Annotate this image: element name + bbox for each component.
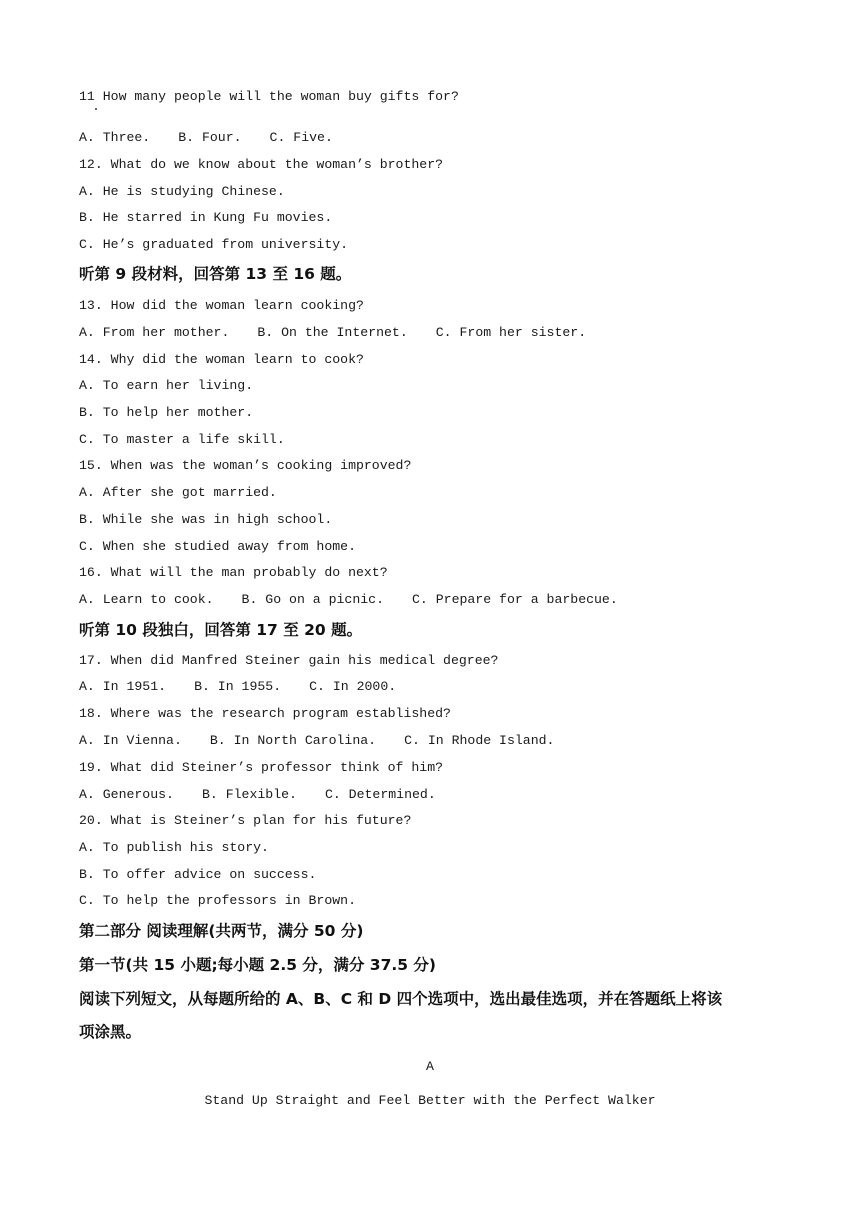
- option: A. In Vienna.: [79, 733, 182, 748]
- question-18: 18. Where was the research program established?: [79, 706, 451, 721]
- question-19: 19. What did Steiner’s professor think of him?: [79, 760, 444, 775]
- option: C. From her sister.: [435, 325, 587, 340]
- question-17-options: [79, 678, 396, 696]
- option: A. Three.: [79, 130, 151, 145]
- option: C. In 2000.: [309, 679, 397, 694]
- question-16-options: [79, 591, 618, 609]
- question-19-options: [79, 786, 436, 804]
- question-14: 14. Why did the woman learn to cook?: [79, 352, 364, 367]
- option: C. Five.: [269, 130, 333, 145]
- question-13-options: [79, 324, 586, 342]
- part-heading: 第二部分 阅读理解(共两节，满分 50 分): [79, 922, 364, 940]
- passage-title: Stand Up Straight and Feel Better with the Perfect Walker: [204, 1093, 656, 1108]
- stray-mark: [95, 108, 97, 110]
- option: A. From her mother.: [79, 325, 230, 340]
- option: A. In 1951.: [79, 679, 167, 694]
- option: C. To help the professors in Brown.: [79, 893, 356, 908]
- option: B. Go on a picnic.: [241, 592, 384, 607]
- option: A. To earn her living.: [79, 378, 254, 393]
- question-13: 13. How did the woman learn cooking?: [79, 298, 364, 313]
- passage-letter: A: [426, 1059, 434, 1074]
- section-heading: 听第 9 段材料，回答第 13 至 16 题。: [79, 265, 352, 283]
- option: C. Determined.: [324, 787, 436, 802]
- instruction-text: 项涂黑。: [79, 1023, 142, 1041]
- option: B. In 1955.: [194, 679, 282, 694]
- section-heading: 第一节(共 15 小题;每小题 2.5 分，满分 37.5 分): [79, 956, 437, 974]
- option: C. He’s graduated from university.: [79, 237, 349, 252]
- option: A. He is studying Chinese.: [79, 184, 285, 199]
- option: B. Four.: [178, 130, 242, 145]
- option: A. Learn to cook.: [79, 592, 214, 607]
- option: B. In North Carolina.: [209, 733, 377, 748]
- question-11: 11 How many people will the woman buy gifts for?: [79, 89, 459, 104]
- option: C. To master a life skill.: [79, 432, 285, 447]
- option: B. To offer advice on success.: [79, 867, 317, 882]
- option: C. Prepare for a barbecue.: [412, 592, 618, 607]
- question-16: 16. What will the man probably do next?: [79, 565, 388, 580]
- question-17: 17. When did Manfred Steiner gain his medical degree?: [79, 653, 499, 668]
- option: B. To help her mother.: [79, 405, 254, 420]
- section-heading: 听第 10 段独白，回答第 17 至 20 题。: [79, 621, 363, 639]
- option: C. When she studied away from home.: [79, 539, 356, 554]
- option: B. While she was in high school.: [79, 512, 333, 527]
- question-18-options: [79, 732, 554, 750]
- option: B. On the Internet.: [257, 325, 408, 340]
- instruction-text: 阅读下列短文，从每题所给的 A、B、C 和 D 四个选项中，选出最佳选项，并在答题纸上将该: [79, 990, 723, 1008]
- option: A. To publish his story.: [79, 840, 269, 855]
- question-15: 15. When was the woman’s cooking improved?: [79, 458, 412, 473]
- option: B. He starred in Kung Fu movies.: [79, 210, 333, 225]
- question-11-options: [79, 129, 333, 147]
- question-20: 20. What is Steiner’s plan for his future?: [79, 813, 412, 828]
- option: A. After she got married.: [79, 485, 277, 500]
- option: B. Flexible.: [201, 787, 297, 802]
- option: C. In Rhode Island.: [404, 733, 555, 748]
- question-12: 12. What do we know about the woman’s brother?: [79, 157, 444, 172]
- option: A. Generous.: [79, 787, 174, 802]
